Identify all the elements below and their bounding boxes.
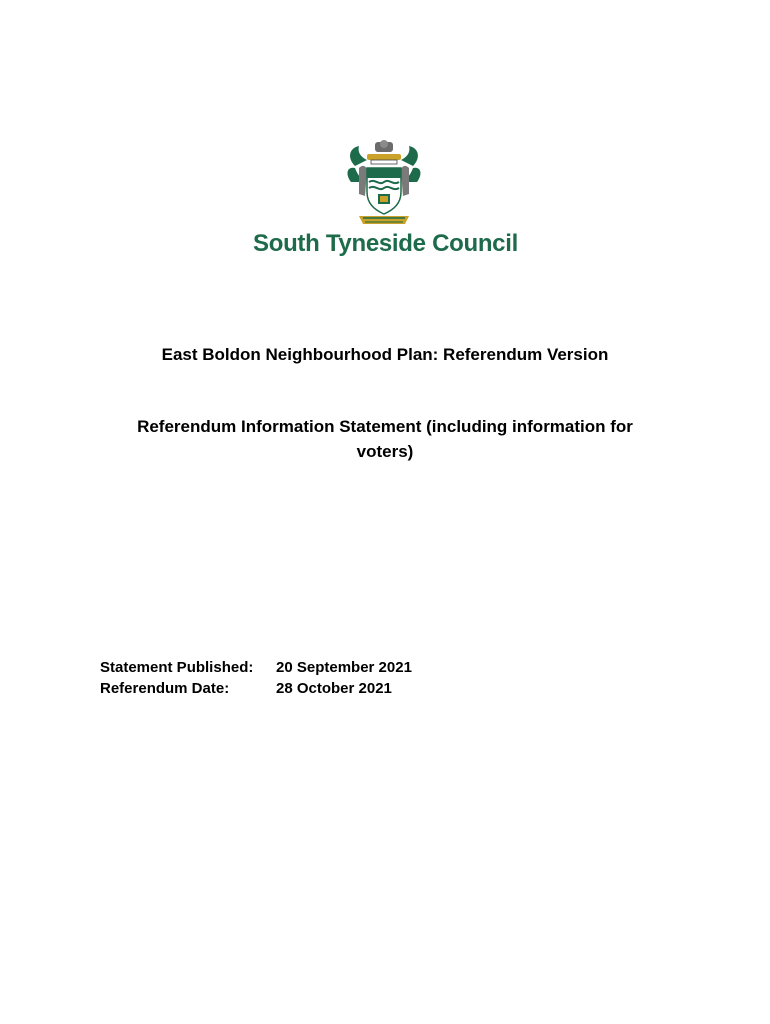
council-name-text: South Tyneside Council (253, 230, 518, 257)
south-tyneside-council-crest-icon (345, 138, 423, 230)
published-row (100, 657, 412, 678)
published-value: 20 September 2021 (276, 659, 412, 676)
published-label: Statement Published: (100, 659, 254, 676)
council-name (0, 230, 770, 258)
document-title: East Boldon Neighbourhood Plan: Referendum Version (161, 345, 609, 364)
document-subtitle: Referendum Information Statement (including information for voters) (137, 417, 633, 461)
referendum-row (100, 678, 412, 699)
referendum-label: Referendum Date: (100, 680, 230, 697)
document-meta (100, 657, 412, 699)
referendum-value: 28 October 2021 (276, 680, 392, 697)
